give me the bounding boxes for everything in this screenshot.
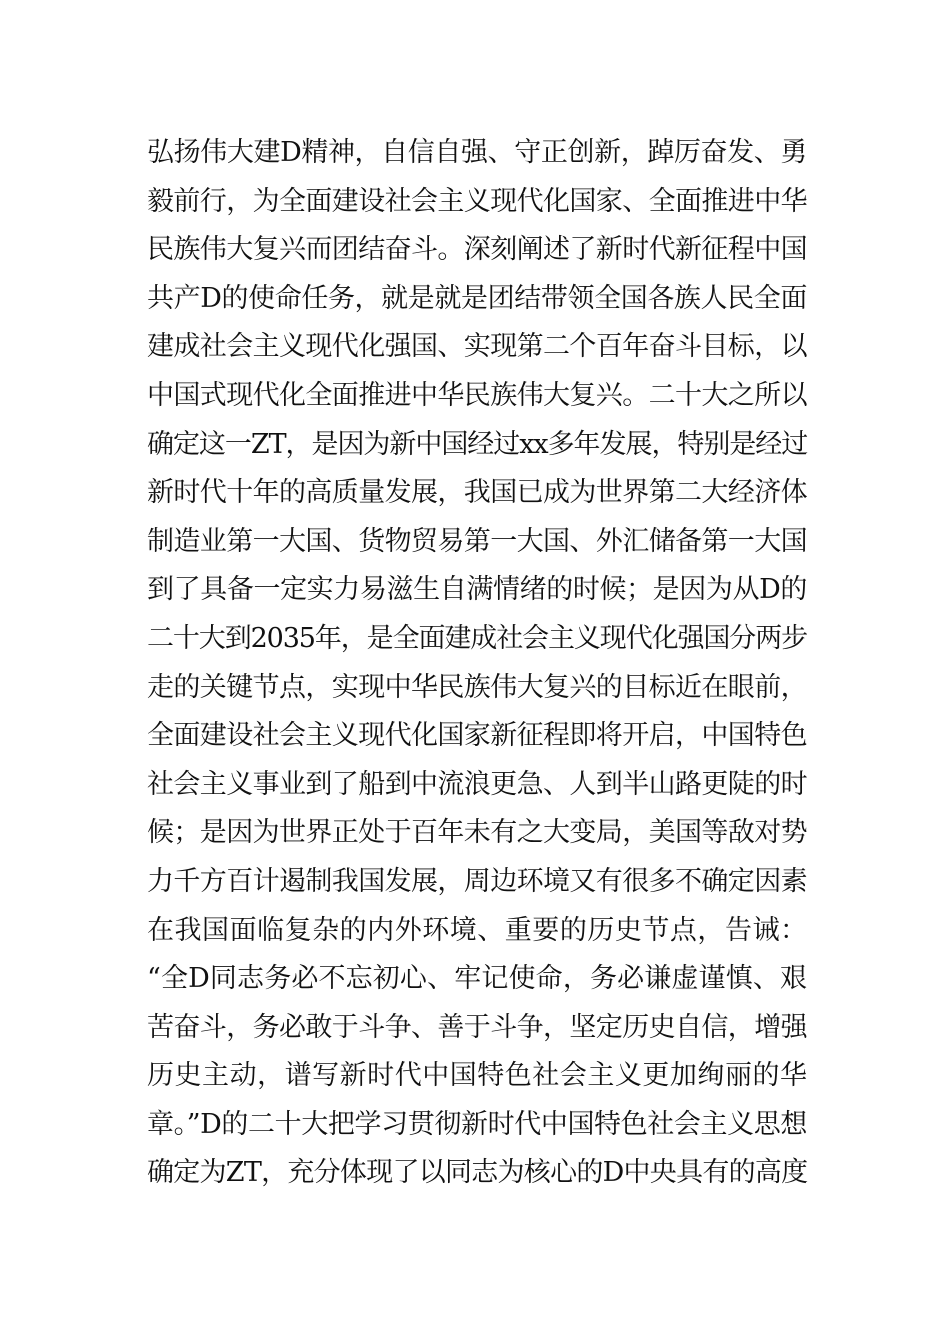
text-line: 章。”D的二十大把学习贯彻新时代中国特色社会主义思想 (147, 1108, 807, 1140)
text-line: 建成社会主义现代化强国、实现第二个百年奋斗目标，以 (147, 331, 807, 363)
text-line: 在我国面临复杂的内外环境、重要的历史节点，告诫： (147, 914, 807, 946)
text-line: 确定为ZT，充分体现了以同志为核心的D中央具有的高度 (147, 1157, 808, 1189)
text-line: 中国式现代化全面推进中华民族伟大复兴。二十大之所以 (147, 379, 807, 411)
body-paragraph (147, 133, 807, 1202)
text-line: 全面建设社会主义现代化国家新征程即将开启，中国特色 (147, 720, 807, 752)
text-line: 二十大到2035年，是全面建成社会主义现代化强国分两步 (147, 622, 807, 654)
text-line: 到了具备一定实力易滋生自满情绪的时候；是因为从D的 (147, 574, 807, 606)
text-line: 弘扬伟大建D精神，自信自强、守正创新，踔厉奋发、勇 (147, 137, 807, 168)
text-line: 力千方百计遏制我国发展，周边环境又有很多不确定因素 (147, 865, 807, 897)
text-line: 候；是因为世界正处于百年未有之大变局，美国等敌对势 (147, 817, 807, 849)
text-line: 民族伟大复兴而团结奋斗。深刻阐述了新时代新征程中国 (147, 234, 807, 266)
text-line: 毅前行，为全面建设社会主义现代化国家、全面推进中华 (147, 185, 807, 217)
text-line: 苦奋斗，务必敢于斗争、善于斗争，坚定历史自信，增强 (147, 1011, 807, 1043)
text-line: 走的关键节点，实现中华民族伟大复兴的目标近在眼前， (147, 671, 807, 703)
text-line: 历史主动，谱写新时代中国特色社会主义更加绚丽的华 (147, 1060, 807, 1092)
text-line: 制造业第一大国、货物贸易第一大国、外汇储备第一大国 (147, 525, 807, 557)
text-line: 社会主义事业到了船到中流浪更急、人到半山路更陡的时 (147, 768, 807, 800)
text-line: 确定这一ZT，是因为新中国经过xx多年发展，特别是经过 (147, 428, 808, 460)
text-line: 新时代十年的高质量发展，我国已成为世界第二大经济体 (147, 477, 807, 509)
text-line: “全D同志务必不忘初心、牢记使命，务必谦虚谨慎、艰 (147, 963, 807, 995)
text-line: 共产D的使命任务，就是就是团结带领全国各族人民全面 (147, 282, 807, 314)
